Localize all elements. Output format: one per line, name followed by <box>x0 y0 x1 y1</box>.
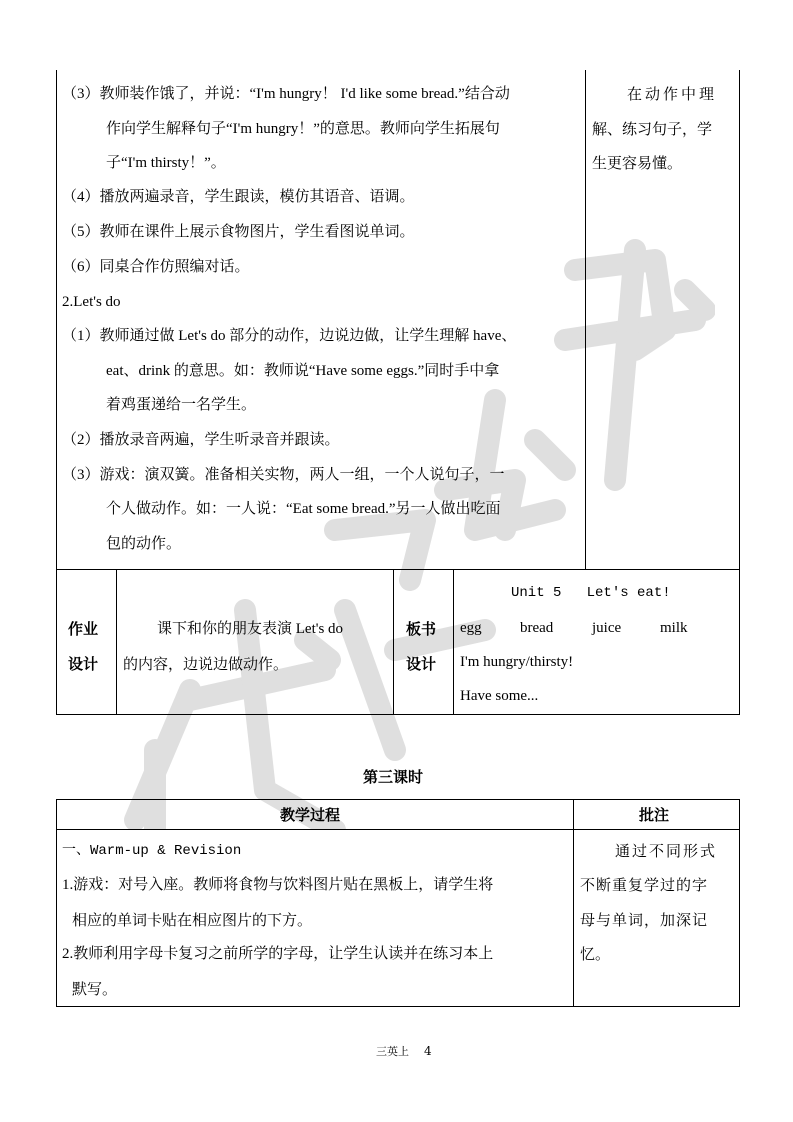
note-line: 母与单词，加深记 <box>580 911 709 929</box>
table-border-left <box>56 799 57 1007</box>
table-column-divider <box>573 799 574 1007</box>
footer-label: 三英上 <box>376 1045 409 1058</box>
process-heading: 2.Let's do <box>62 294 121 310</box>
process-line: 个人做动作。如：一人说：“Eat some bread.”另一人做出吃面 <box>106 501 501 517</box>
process-line: 1.游戏：对号入座。教师将食物与饮料图片贴在黑板上，请学生将 <box>62 877 494 893</box>
table-column-divider-1 <box>116 569 117 715</box>
note-line: 忆。 <box>580 945 611 963</box>
board-label: 板书 <box>406 620 437 638</box>
table-column-divider-3 <box>453 569 454 715</box>
board-word: milk <box>660 620 688 636</box>
process-line: （6）同桌合作仿照编对话。 <box>62 259 250 275</box>
process-line: （5）教师在课件上展示食物图片，学生看图说单词。 <box>62 224 415 240</box>
table-border-right <box>739 70 740 715</box>
table-column-divider-note <box>585 70 586 570</box>
board-sentence: I'm hungry/thirsty! <box>460 654 574 670</box>
table-border-bottom <box>56 1006 740 1007</box>
table-column-divider-2 <box>393 569 394 715</box>
table-header-divider <box>56 829 740 830</box>
board-sentence: Have some... <box>460 688 539 704</box>
homework-text: 的内容，边说边做动作。 <box>123 655 289 673</box>
board-label: 设计 <box>406 655 437 673</box>
table-border-right <box>739 799 740 1007</box>
note-line: 通过不同形式 <box>615 842 718 860</box>
process-line: 着鸡蛋递给一名学生。 <box>106 397 257 413</box>
page-number: 4 <box>424 1044 432 1058</box>
section-title: 第三课时 <box>363 768 424 786</box>
process-line: （1）教师通过做 Let's do 部分的动作，边说边做，让学生理解 have、 <box>62 328 517 344</box>
table-row-divider <box>56 569 740 570</box>
table-border-bottom <box>56 714 740 715</box>
note-line: 解、练习句子，学 <box>592 120 713 138</box>
board-word: juice <box>592 620 622 636</box>
homework-label: 作业 <box>68 620 99 638</box>
process-line: 默写。 <box>72 980 118 998</box>
board-word: egg <box>460 620 482 636</box>
process-line: （2）播放录音两遍，学生听录音并跟读。 <box>62 432 340 448</box>
homework-label: 设计 <box>68 655 99 673</box>
process-line: （4）播放两遍录音，学生跟读，模仿其语音、语调。 <box>62 189 415 205</box>
note-line: 生更容易懂。 <box>592 154 683 172</box>
process-heading: 一、Warm-up & Revision <box>62 843 242 859</box>
watermark-logo <box>95 230 715 830</box>
homework-text: 课下和你的朋友表演 Let's do <box>157 621 344 637</box>
header-process: 教学过程 <box>280 806 341 824</box>
table-border-left <box>56 70 57 715</box>
note-line: 在动作中理 <box>627 85 718 103</box>
process-line: 作向学生解释句子“I'm hungry！”的意思。教师向学生拓展句 <box>106 121 500 137</box>
process-line: （3）游戏：演双簧。准备相关实物，两人一组，一个人说句子，一 <box>62 467 505 483</box>
board-title: Unit 5 Let's eat! <box>511 585 671 601</box>
process-line: 相应的单词卡贴在相应图片的下方。 <box>72 911 313 929</box>
note-line: 不断重复学过的字 <box>580 876 709 894</box>
header-note: 批注 <box>639 806 670 824</box>
process-line: eat、drink 的意思。如：教师说“Have some eggs.”同时手中拿 <box>106 363 500 379</box>
process-line: 子“I'm thirsty！”。 <box>106 155 226 171</box>
process-line: 包的动作。 <box>106 536 182 552</box>
process-line: 2.教师利用字母卡复习之前所学的字母，让学生认读并在练习本上 <box>62 946 494 962</box>
table-border-top <box>56 799 740 800</box>
process-line: （3）教师装作饿了，并说：“I'm hungry！ I'd like some bread.”结合动 <box>62 86 510 102</box>
board-word: bread <box>520 620 554 636</box>
